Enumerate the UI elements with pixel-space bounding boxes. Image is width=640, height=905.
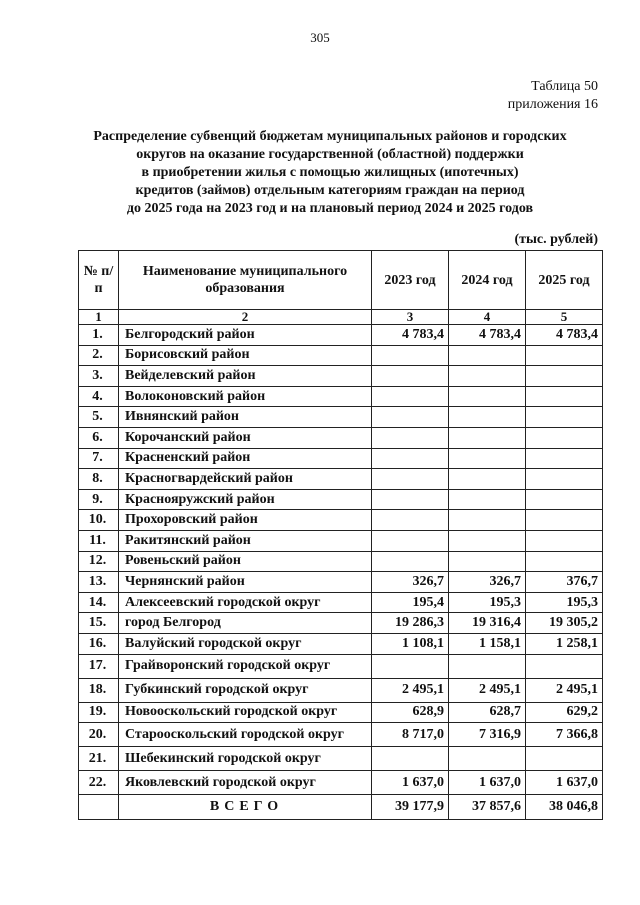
row-name: Борисовский район xyxy=(119,345,372,366)
row-value-2023: 1 108,1 xyxy=(372,633,449,654)
row-value-2023 xyxy=(372,366,449,387)
row-value-2025: 629,2 xyxy=(526,702,603,723)
row-value-2025 xyxy=(526,407,603,428)
row-value-2024: 326,7 xyxy=(449,572,526,593)
col-number: 4 xyxy=(449,310,526,325)
title-line: Распределение субвенций бюджетам муниципальных районов и городских xyxy=(93,129,567,144)
row-value-2025 xyxy=(526,448,603,469)
row-name: Новооскольский городской округ xyxy=(119,702,372,723)
total-row xyxy=(79,795,603,820)
row-name: Вейделевский район xyxy=(119,366,372,387)
table-reference xyxy=(508,78,598,114)
row-value-2023 xyxy=(372,448,449,469)
subvention-table xyxy=(78,250,603,820)
table-row xyxy=(79,551,603,572)
row-number: 13. xyxy=(79,572,119,593)
page-number: 305 xyxy=(310,30,330,45)
table-row xyxy=(79,489,603,510)
row-number: 17. xyxy=(79,654,119,678)
row-value-2025 xyxy=(526,427,603,448)
row-value-2024 xyxy=(449,551,526,572)
row-number: 8. xyxy=(79,469,119,490)
row-value-2024 xyxy=(449,654,526,678)
table-ref-line1: Таблица 50 xyxy=(531,79,598,94)
column-numbers-row xyxy=(79,310,603,325)
header-num: № п/п xyxy=(79,251,119,310)
col-number: 5 xyxy=(526,310,603,325)
header-2024: 2024 год xyxy=(449,251,526,310)
table-row xyxy=(79,366,603,387)
row-value-2025: 19 305,2 xyxy=(526,613,603,634)
row-value-2024: 1 637,0 xyxy=(449,771,526,795)
total-2023: 39 177,9 xyxy=(372,795,449,820)
row-value-2025: 195,3 xyxy=(526,592,603,613)
row-value-2025 xyxy=(526,510,603,531)
row-value-2025 xyxy=(526,345,603,366)
table-row xyxy=(79,613,603,634)
col-number: 2 xyxy=(119,310,372,325)
row-value-2023 xyxy=(372,427,449,448)
row-value-2024 xyxy=(449,386,526,407)
table-row xyxy=(79,407,603,428)
table-row xyxy=(79,702,603,723)
row-number: 19. xyxy=(79,702,119,723)
row-value-2024: 7 316,9 xyxy=(449,723,526,747)
row-value-2023: 2 495,1 xyxy=(372,678,449,702)
row-value-2024 xyxy=(449,489,526,510)
total-2024: 37 857,6 xyxy=(449,795,526,820)
table-row xyxy=(79,448,603,469)
row-value-2025 xyxy=(526,489,603,510)
row-name: Валуйский городской округ xyxy=(119,633,372,654)
row-value-2025 xyxy=(526,654,603,678)
row-value-2025: 1 637,0 xyxy=(526,771,603,795)
row-value-2023: 628,9 xyxy=(372,702,449,723)
row-number: 10. xyxy=(79,510,119,531)
row-number: 6. xyxy=(79,427,119,448)
row-number: 4. xyxy=(79,386,119,407)
row-value-2025 xyxy=(526,747,603,771)
title-line: кредитов (займов) отдельным категориям граждан на период xyxy=(135,183,525,198)
row-number: 15. xyxy=(79,613,119,634)
table-body xyxy=(79,325,603,795)
table-row xyxy=(79,633,603,654)
row-value-2023 xyxy=(372,551,449,572)
table-row xyxy=(79,469,603,490)
row-name: Грайворонский городской округ xyxy=(119,654,372,678)
title-line: до 2025 года на 2023 год и на плановый период 2024 и 2025 годов xyxy=(126,201,534,216)
row-name: город Белгород xyxy=(119,613,372,634)
row-value-2024 xyxy=(449,345,526,366)
row-name: Ракитянский район xyxy=(119,530,372,551)
table-row xyxy=(79,723,603,747)
row-name: Ровеньский район xyxy=(119,551,372,572)
row-name: Ивнянский район xyxy=(119,407,372,428)
row-value-2025: 1 258,1 xyxy=(526,633,603,654)
row-value-2024 xyxy=(449,530,526,551)
row-name: Краснояружский район xyxy=(119,489,372,510)
row-value-2024: 4 783,4 xyxy=(449,325,526,346)
row-value-2025: 2 495,1 xyxy=(526,678,603,702)
row-value-2025 xyxy=(526,530,603,551)
col-number: 1 xyxy=(79,310,119,325)
row-value-2024 xyxy=(449,448,526,469)
row-value-2024: 19 316,4 xyxy=(449,613,526,634)
row-number: 3. xyxy=(79,366,119,387)
row-name: Алексеевский городской округ xyxy=(119,592,372,613)
row-value-2023 xyxy=(372,747,449,771)
total-label: ВСЕГО xyxy=(119,795,372,820)
units-label: (тыс. рублей) xyxy=(514,232,598,247)
row-value-2025: 376,7 xyxy=(526,572,603,593)
row-value-2023 xyxy=(372,530,449,551)
table-row xyxy=(79,572,603,593)
row-number: 16. xyxy=(79,633,119,654)
header-2025: 2025 год xyxy=(526,251,603,310)
row-number: 14. xyxy=(79,592,119,613)
row-number: 22. xyxy=(79,771,119,795)
row-value-2023 xyxy=(372,489,449,510)
row-name: Губкинский городской округ xyxy=(119,678,372,702)
row-number: 11. xyxy=(79,530,119,551)
row-name: Старооскольский городской округ xyxy=(119,723,372,747)
row-number: 7. xyxy=(79,448,119,469)
row-name: Красногвардейский район xyxy=(119,469,372,490)
row-number: 20. xyxy=(79,723,119,747)
row-value-2024 xyxy=(449,747,526,771)
total-num-cell xyxy=(79,795,119,820)
row-value-2023 xyxy=(372,469,449,490)
total-2025: 38 046,8 xyxy=(526,795,603,820)
row-value-2023: 195,4 xyxy=(372,592,449,613)
row-number: 9. xyxy=(79,489,119,510)
row-value-2023 xyxy=(372,407,449,428)
row-value-2023 xyxy=(372,654,449,678)
table-row xyxy=(79,427,603,448)
row-number: 1. xyxy=(79,325,119,346)
table-row xyxy=(79,530,603,551)
row-name: Прохоровский район xyxy=(119,510,372,531)
row-number: 12. xyxy=(79,551,119,572)
row-value-2023 xyxy=(372,386,449,407)
row-value-2023 xyxy=(372,510,449,531)
title-line: в приобретении жилья с помощью жилищных (ипотечных) xyxy=(141,165,519,180)
row-value-2024 xyxy=(449,469,526,490)
document-title xyxy=(60,128,600,218)
row-value-2023: 1 637,0 xyxy=(372,771,449,795)
row-name: Волоконовский район xyxy=(119,386,372,407)
row-value-2024: 2 495,1 xyxy=(449,678,526,702)
table-ref-line2: приложения 16 xyxy=(507,97,598,112)
row-value-2024: 1 158,1 xyxy=(449,633,526,654)
row-value-2024 xyxy=(449,427,526,448)
table-row xyxy=(79,345,603,366)
row-name: Красненский район xyxy=(119,448,372,469)
row-name: Чернянский район xyxy=(119,572,372,593)
row-name: Яковлевский городской округ xyxy=(119,771,372,795)
row-value-2024: 628,7 xyxy=(449,702,526,723)
row-number: 2. xyxy=(79,345,119,366)
row-number: 5. xyxy=(79,407,119,428)
row-name: Белгородский район xyxy=(119,325,372,346)
row-value-2025 xyxy=(526,366,603,387)
row-value-2023: 4 783,4 xyxy=(372,325,449,346)
table-row xyxy=(79,592,603,613)
row-value-2023 xyxy=(372,345,449,366)
col-number: 3 xyxy=(372,310,449,325)
row-value-2024 xyxy=(449,407,526,428)
table-row xyxy=(79,654,603,678)
row-value-2023: 19 286,3 xyxy=(372,613,449,634)
row-value-2025: 4 783,4 xyxy=(526,325,603,346)
row-value-2025 xyxy=(526,551,603,572)
table-row xyxy=(79,386,603,407)
row-value-2023: 8 717,0 xyxy=(372,723,449,747)
row-value-2023: 326,7 xyxy=(372,572,449,593)
header-row xyxy=(79,251,603,310)
row-value-2025 xyxy=(526,386,603,407)
row-number: 21. xyxy=(79,747,119,771)
table-row xyxy=(79,678,603,702)
table-row xyxy=(79,325,603,346)
title-line: округов на оказание государственной (областной) поддержки xyxy=(136,147,524,162)
header-2023: 2023 год xyxy=(372,251,449,310)
row-number: 18. xyxy=(79,678,119,702)
row-value-2024 xyxy=(449,366,526,387)
row-value-2025 xyxy=(526,469,603,490)
table-row xyxy=(79,747,603,771)
table-row xyxy=(79,771,603,795)
row-name: Шебекинский городской округ xyxy=(119,747,372,771)
header-name: Наименование муниципального образования xyxy=(119,251,372,310)
table-row xyxy=(79,510,603,531)
row-value-2024 xyxy=(449,510,526,531)
row-value-2024: 195,3 xyxy=(449,592,526,613)
row-name: Корочанский район xyxy=(119,427,372,448)
row-value-2025: 7 366,8 xyxy=(526,723,603,747)
